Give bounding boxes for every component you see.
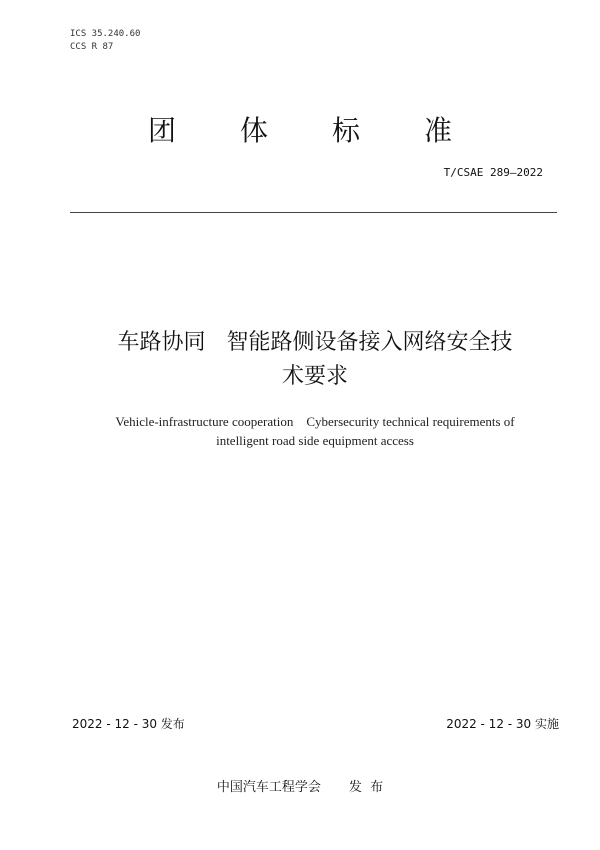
standard-type-heading: 团体标准 xyxy=(147,114,516,147)
title-english-line-2: intelligent road side equipment access xyxy=(216,433,414,448)
title-english xyxy=(70,412,560,450)
title-english-line-1: Vehicle-infrastructure cooperation Cybersecurity technical requirements of xyxy=(115,414,515,429)
ccs-code: CCS R 87 xyxy=(70,42,114,52)
title-chinese xyxy=(70,326,560,394)
title-chinese-line-2: 术要求 xyxy=(281,364,348,389)
title-chinese-line-1: 车路协同 智能路侧设备接入网络安全技 xyxy=(117,330,513,355)
header-divider xyxy=(70,212,557,213)
ics-code: ICS 35.240.60 xyxy=(70,29,141,39)
standard-number: T/CSAE 289—2022 xyxy=(443,166,543,179)
publisher-org: 中国汽车工程学会 xyxy=(216,780,321,795)
implement-date: 2022 - 12 - 30 实施 xyxy=(446,717,559,731)
classification-codes xyxy=(70,28,140,54)
publisher-issued: 发 布 xyxy=(348,780,384,795)
publisher-line xyxy=(0,776,600,795)
publish-date: 2022 - 12 - 30 发布 xyxy=(72,717,185,731)
